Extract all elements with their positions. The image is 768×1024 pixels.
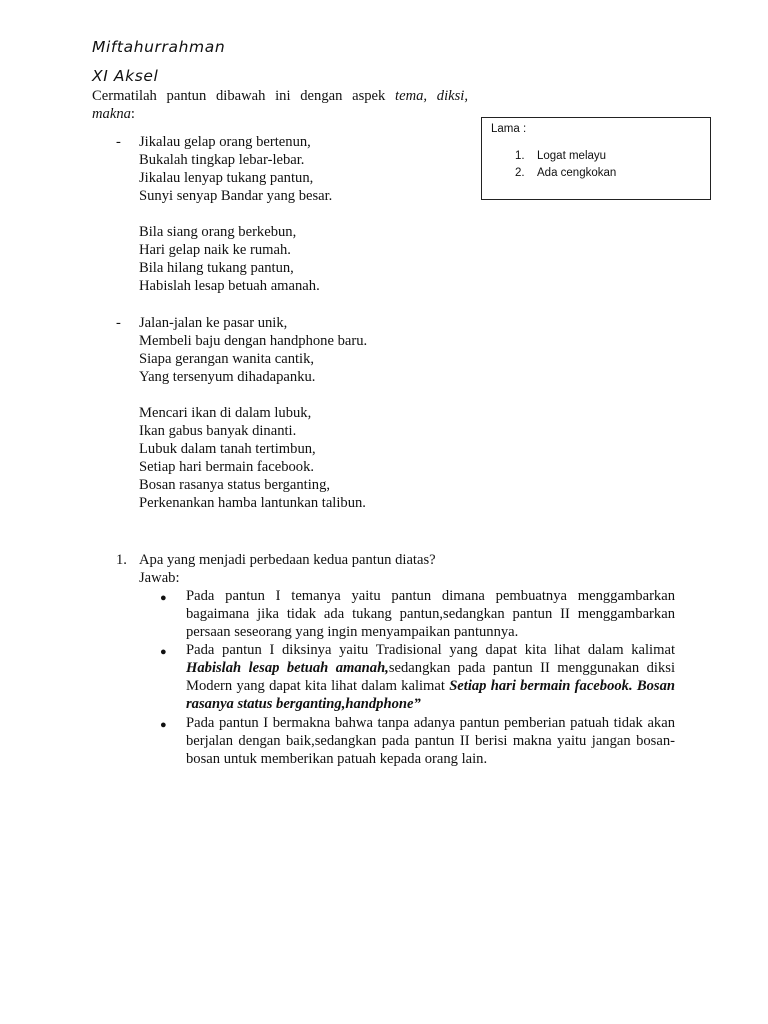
pantun-line: Yang tersenyum dihadapanku.: [139, 369, 316, 385]
notes-item: [515, 167, 616, 179]
pantun-line: Lubuk dalam tanah tertimbun,: [139, 441, 316, 457]
pantun-line: Jikalau lenyap tukang pantun,: [139, 170, 314, 186]
answer-quote: Setiap hari bermain facebook. Bosan rasanya status berganting,handphone”: [186, 678, 675, 713]
instruction-prefix: Cermatilah pantun dibawah ini dengan aspek: [92, 88, 396, 104]
pantun-line: Ikan gabus banyak dinanti.: [139, 423, 297, 439]
answer-paragraph: [186, 714, 675, 768]
question-number: 1.: [116, 552, 127, 568]
bullet-icon: ●: [160, 719, 167, 731]
pantun-line: Setiap hari bermain facebook.: [139, 459, 315, 475]
answer-text: Pada pantun I bermakna bahwa tanpa adanya pantun pemberian patuah tidak akan berjalan dengan baik,sedangkan pada pantun II berisi makna yaitu jangan bosan-bosan untuk memberikan patuah kepada orang lain.: [186, 715, 675, 768]
answer-paragraph: [186, 641, 675, 713]
pantun-line: Habislah lesap betuah amanah.: [139, 278, 320, 294]
instruction-suffix: :: [130, 106, 135, 123]
pantun-line: Siapa gerangan wanita cantik,: [139, 351, 315, 367]
answer-quote: Habislah lesap betuah amanah,: [186, 660, 389, 677]
pantun-line: Bosan rasanya status berganting,: [139, 477, 331, 493]
pantun-line: Jalan-jalan ke pasar unik,: [139, 315, 288, 331]
answer-text: Pada pantun I temanya yaitu pantun dimana pembuatnya menggambarkan bagaimana jika tidak ada tukang pantun,sedangkan pantun II menggambarkan persaan seseorang yang ingin menyampaikan pantunnya.: [186, 588, 675, 641]
answer-paragraph: [186, 587, 675, 641]
class-label: XI Aksel: [92, 67, 159, 85]
pantun-line: Bila hilang tukang pantun,: [139, 260, 294, 276]
answer-label: Jawab:: [139, 570, 180, 586]
notes-item-number: 1.: [515, 150, 525, 162]
notes-box: [481, 117, 711, 200]
pantun-line: Bila siang orang berkebun,: [139, 224, 297, 240]
pantun-line: Membeli baju dengan handphone baru.: [139, 333, 368, 349]
notes-item-text: Logat melayu: [537, 150, 607, 162]
pantun-line: Jikalau gelap orang bertenun,: [139, 134, 311, 150]
answer-text: Pada pantun I diksinya yaitu Tradisional yang dapat kita lihat dalam kalimat: [186, 642, 675, 658]
pantun-line: Sunyi senyap Bandar yang besar.: [139, 188, 333, 204]
bullet-icon: ●: [160, 646, 167, 658]
notes-item: [515, 150, 606, 162]
question-text: Apa yang menjadi perbedaan kedua pantun diatas?: [139, 552, 436, 568]
answer-text: sedangkan pada pantun II menggunakan diksi Modern yang dapat kita lihat dalam kalimat: [186, 660, 675, 695]
notes-item-text: Ada cengkokan: [537, 167, 617, 179]
author-name: Miftahurrahman: [92, 38, 226, 56]
pantun-marker: -: [116, 315, 121, 331]
notes-box-title: Lama :: [491, 123, 527, 135]
pantun-line: Hari gelap naik ke rumah.: [139, 242, 291, 258]
pantun-line: Bukalah tingkap lebar-lebar.: [139, 152, 305, 168]
notes-item-number: 2.: [515, 167, 525, 179]
pantun-line: Mencari ikan di dalam lubuk,: [139, 405, 312, 421]
instruction-emphasis: tema, diksi, makna: [92, 88, 468, 123]
pantun-marker: -: [116, 134, 121, 150]
pantun-line: Perkenankan hamba lantunkan talibun.: [139, 495, 366, 511]
instruction-text: [92, 87, 468, 123]
bullet-icon: ●: [160, 592, 167, 604]
